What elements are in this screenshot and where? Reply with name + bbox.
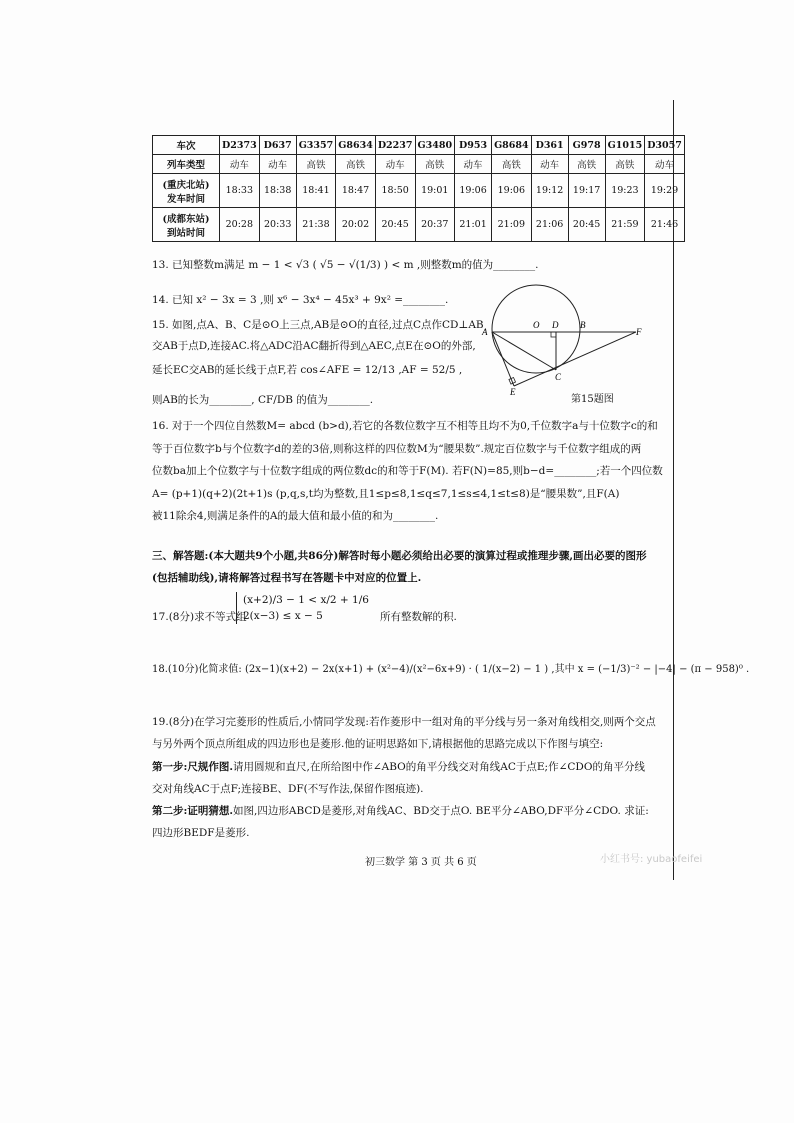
- question-15-line: 延长EC交AB的延长线于点F,若 cos∠AFE = 12/13 ,AF = 52/5 ,: [152, 364, 463, 376]
- table-cell: 20:02: [336, 208, 376, 242]
- question-19-line: 19.(8分)在学习完菱形的性质后,小情同学发现:若作菱形中一组对角的平分线与另一条对角线相交,则两个交点: [152, 716, 656, 728]
- table-cell: 18:38: [259, 174, 296, 208]
- row-label-line: 发车时间: [166, 193, 205, 205]
- row-label-line: (重庆北站): [162, 179, 210, 191]
- question-17-suffix: 所有整数解的积.: [380, 611, 457, 623]
- watermark: 小红书号: yubaofeifei: [600, 854, 703, 865]
- table-cell: 19:12: [531, 174, 568, 208]
- inequality-2: 2(x−3) ≤ x − 5: [243, 610, 323, 622]
- table-cell: 高铁: [605, 155, 645, 174]
- table-cell: 21:46: [645, 208, 685, 242]
- step-1-text: 请用圆规和直尺,在所给图中作∠ABO的角平分线交对角线AC于点E;作∠CDO的角平分线: [233, 761, 645, 773]
- inequality-system: [236, 592, 369, 624]
- table-cell: 高铁: [296, 155, 336, 174]
- table-cell: 18:47: [336, 174, 376, 208]
- table-cell: 21:06: [531, 208, 568, 242]
- table-cell: 18:33: [220, 174, 260, 208]
- figure-caption: 第15题图: [571, 394, 614, 405]
- header-cell: D637: [259, 136, 296, 155]
- question-19-step1: [152, 759, 645, 774]
- question-16-line: 16. 对于一个四位自然数M= abcd (b>d),若它的各数位数字互不相等且均不为0,千位数字a与十位数字c的和: [152, 420, 658, 432]
- table-cell: 20:45: [375, 208, 415, 242]
- row-label: [153, 174, 220, 208]
- table-cell: 高铁: [336, 155, 376, 174]
- label-c: C: [555, 372, 562, 382]
- question-19-line: 四边形BEDF是菱形.: [152, 827, 250, 839]
- table-cell: 21:38: [296, 208, 336, 242]
- page-footer: 初三数学 第 3 页 共 6 页: [365, 857, 477, 868]
- table-cell: 20:28: [220, 208, 260, 242]
- train-schedule-table: [152, 135, 685, 242]
- header-cell: 车次: [153, 136, 220, 155]
- table-cell: 21:01: [455, 208, 492, 242]
- header-cell: G3480: [415, 136, 455, 155]
- header-cell: G8634: [336, 136, 376, 155]
- table-cell: 18:41: [296, 174, 336, 208]
- question-19-line: 交对角线AC于点F;连接BE、DF(不写作法,保留作图痕迹).: [152, 783, 424, 795]
- table-cell: 20:37: [415, 208, 455, 242]
- header-cell: G978: [568, 136, 605, 155]
- table-cell: 19:17: [568, 174, 605, 208]
- section-3-heading: 三、解答题:(本大题共9个小题,共86分)解答时每小题必须给出必要的演算过程或推理步骤,画出必要的图形: [152, 550, 647, 562]
- header-cell: D953: [455, 136, 492, 155]
- question-16-line: A= (p+1)(q+2)(2t+1)s (p,q,s,t均为整数,且1≤p≤8,1≤q≤7,1≤s≤4,1≤t≤8)是“腰果数”,且F(A): [152, 488, 620, 500]
- step-2-text: 如图,四边形ABCD是菱形,对角线AC、BD交于点O. BE平分∠ABO,DF平分∠CDO. 求证:: [233, 805, 649, 817]
- question-15-line: 15. 如图,点A、B、C是⊙O上三点,AB是⊙O的直径,过点C点作CD⊥AB: [152, 319, 484, 331]
- table-cell: 高铁: [492, 155, 532, 174]
- header-cell: D3057: [645, 136, 685, 155]
- label-a: A: [482, 327, 488, 337]
- header-cell: D2237: [375, 136, 415, 155]
- label-b: B: [580, 320, 586, 330]
- table-cell: 高铁: [568, 155, 605, 174]
- table-cell: 动车: [645, 155, 685, 174]
- table-header-row: [153, 136, 685, 155]
- table-cell: 20:45: [568, 208, 605, 242]
- table-row: [153, 208, 685, 242]
- line-ac: [492, 332, 556, 370]
- question-15-line: 则AB的长为________, CF/DB 的值为________.: [152, 394, 374, 406]
- table-cell: 高铁: [415, 155, 455, 174]
- table-cell: 动车: [531, 155, 568, 174]
- header-cell: D361: [531, 136, 568, 155]
- row-label: [153, 208, 220, 242]
- row-label-line: (成都东站): [162, 213, 210, 225]
- table-cell: 动车: [375, 155, 415, 174]
- step-1-label: 第一步:尺规作图.: [152, 761, 234, 773]
- table-cell: 21:09: [492, 208, 532, 242]
- header-cell: G8684: [492, 136, 532, 155]
- question-16-line: 位数ba加上个位数字与十位数字组成的两位数dc的和等于F(M). 若F(N)=85,则b−d=________;若一个四位数: [152, 465, 663, 477]
- question-18: 18.(10分)化简求值: (2x−1)(x+2) − 2x(x+1) + (x²−4)/(x²−6x+9) · ( 1/(x−2) − 1 ) ,其中 x = (−1/3)⁻² − |−4| − (π − 958)⁰ .: [152, 664, 750, 675]
- question-13: 13. 已知整数m满足 m − 1 < √3 ( √5 − √(1/3) ) < m ,则整数m的值为________.: [152, 259, 539, 271]
- label-o: O: [533, 320, 540, 330]
- header-cell: D2373: [220, 136, 260, 155]
- label-d: D: [552, 320, 559, 330]
- table-cell: 21:59: [605, 208, 645, 242]
- question-16-line: 被11除余4,则满足条件的A的最大值和最小值的和为________.: [152, 510, 439, 522]
- inequality-1: (x+2)/3 − 1 < x/2 + 1/6: [243, 594, 369, 606]
- section-3-heading: (包括辅助线),请将解答过程书写在答题卡中对应的位置上.: [152, 572, 422, 584]
- table-cell: 19:06: [492, 174, 532, 208]
- row-label-line: 到站时间: [166, 227, 205, 239]
- line-ae: [492, 332, 514, 386]
- table-cell: 动车: [220, 155, 260, 174]
- geometry-figure: [478, 282, 648, 397]
- question-17-prefix: 17.(8分)求不等式组: [152, 611, 247, 623]
- table-cell: 20:33: [259, 208, 296, 242]
- question-19-line: 与另外两个顶点所组成的四边形也是菱形.他的证明思路如下,请根据他的思路完成以下作图与填空:: [152, 738, 604, 750]
- table-row: [153, 155, 685, 174]
- question-19-step2: [152, 803, 649, 818]
- table-cell: 动车: [455, 155, 492, 174]
- question-16-line: 等于百位数字b与个位数字d的差的3倍,则称这样的四位数M为“腰果数”.规定百位数字与千位数字组成的两: [152, 443, 642, 455]
- question-15-line: 交AB于点D,连接AC.将△ADC沿AC翻折得到△AEC,点E在⊙O的外部,: [152, 340, 476, 352]
- row-label: 列车类型: [153, 155, 220, 174]
- table-cell: 19:01: [415, 174, 455, 208]
- label-f: F: [636, 327, 642, 337]
- right-angle-mark-d: [551, 332, 556, 337]
- table-cell: 19:23: [605, 174, 645, 208]
- table-cell: 19:06: [455, 174, 492, 208]
- step-2-label: 第二步:证明猜想.: [152, 805, 234, 817]
- table-row: [153, 174, 685, 208]
- header-cell: G1015: [605, 136, 645, 155]
- table-cell: 18:50: [375, 174, 415, 208]
- header-cell: G3357: [296, 136, 336, 155]
- line-ef: [514, 332, 636, 386]
- table-cell: 19:29: [645, 174, 685, 208]
- label-e: E: [510, 387, 516, 397]
- question-14: 14. 已知 x² − 3x = 3 ,则 x⁶ − 3x⁴ − 45x³ + 9x² =________.: [152, 294, 449, 306]
- table-cell: 动车: [259, 155, 296, 174]
